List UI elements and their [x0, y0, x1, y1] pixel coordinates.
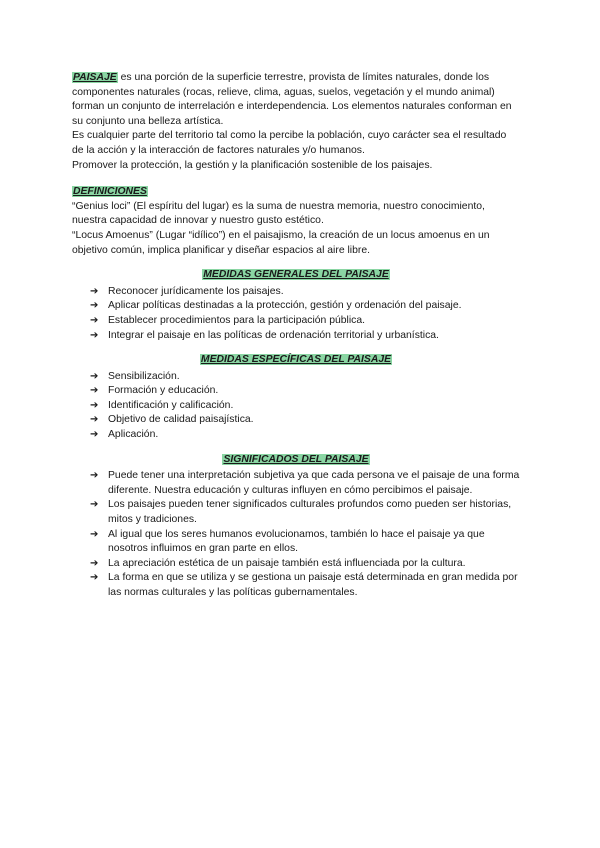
arrow-icon: ➔ [90, 399, 99, 411]
list-item: ➔ Objetivo de calidad paisajística. [90, 413, 520, 428]
intro-paragraph-2: Es cualquier parte del territorio tal como la percibe la población, cuyo carácter sea el resultado de la acción y la interacción de factores naturales y/o humanos. [72, 130, 507, 156]
arrow-icon: ➔ [90, 470, 99, 482]
list-item: ➔ Puede tener una interpretación subjetiva ya que cada persona ve el paisaje de una forma diferente. Nuestra educación y culturas influyen en cómo percibimos el paisaje. [90, 470, 520, 496]
arrow-icon: ➔ [90, 429, 99, 441]
arrow-icon: ➔ [90, 572, 99, 584]
list-item: ➔ La apreciación estética de un paisaje también está influenciada por la cultura. [90, 557, 520, 572]
paisaje-definition: es una porción de la superficie terrestre, provista de límites naturales, donde los componentes naturales (rocas, relieve, clima, aguas, suelos, vegetación y el mundo animal) forman un conjunto de interrelación e interdependencia. Los elementos naturales conforman en su conjunto una belleza artística. [72, 72, 512, 127]
intro-paragraph-3: Promover la protección, la gestión y la planificación sostenible de los paisajes. [72, 159, 433, 171]
list-item: ➔ Aplicar políticas destinadas a la protección, gestión y ordenación del paisaje. [90, 299, 520, 314]
arrow-icon: ➔ [90, 557, 99, 569]
definitions-title: DEFINICIONES [73, 186, 147, 198]
arrow-icon: ➔ [90, 314, 99, 326]
list-item: ➔ Los paisajes pueden tener significados culturales profundos como pueden ser historias, mitos y tradiciones. [90, 499, 512, 526]
list-item: ➔ Aplicación. [90, 428, 520, 443]
arrow-icon: ➔ [90, 285, 99, 297]
list-item: ➔ Formación y educación. [90, 384, 520, 399]
list-item: ➔ Identificación y calificación. [90, 399, 520, 414]
specific-measures-heading: MEDIDAS ESPECÍFICAS DEL PAISAJE [200, 354, 392, 366]
specific-measures-list [72, 370, 520, 443]
definitions-section [72, 185, 520, 258]
genius-loci-text: “Genius loci” (El espíritu del lugar) es la suma de nuestra memoria, nuestro conocimiento, nuestra capacidad de innovar y nuestro gusto estético. [72, 200, 485, 227]
arrow-icon: ➔ [90, 329, 99, 341]
arrow-icon: ➔ [90, 414, 99, 426]
list-item: ➔ Al igual que los seres humanos evolucionamos, también lo hace el paisaje ya que nosotros influimos en gran parte en ellos. [90, 528, 485, 555]
locus-amoenus-text: “Locus Amoenus” (Lugar “idílico”) en el paisajismo, la creación de un locus amoenus en un objetivo común, implica planificar y diseñar espacios al aire libre. [72, 229, 490, 256]
list-item: ➔ Sensibilización. [90, 370, 520, 385]
intro-paragraph [72, 71, 520, 129]
arrow-icon: ➔ [90, 385, 99, 397]
general-measures-heading: MEDIDAS GENERALES DEL PAISAJE [203, 269, 389, 281]
arrow-icon: ➔ [90, 370, 99, 382]
meanings-heading: SIGNIFICADOS DEL PAISAJE [223, 453, 369, 465]
arrow-icon: ➔ [90, 499, 99, 511]
list-item: ➔ Reconocer jurídicamente los paisajes. [90, 285, 520, 300]
list-item: ➔ Integrar el paisaje en las políticas de ordenación territorial y urbanística. [90, 329, 520, 344]
list-item: ➔ La forma en que se utiliza y se gestiona un paisaje está determinada en gran medida por las normas culturales y las políticas gubernamentales. [90, 572, 518, 598]
general-measures-list [72, 285, 520, 343]
arrow-icon: ➔ [90, 300, 99, 312]
paisaje-term: PAISAJE [73, 72, 117, 83]
arrow-icon: ➔ [90, 528, 99, 540]
meanings-list [72, 469, 520, 600]
list-item: ➔ Establecer procedimientos para la participación pública. [90, 314, 520, 329]
